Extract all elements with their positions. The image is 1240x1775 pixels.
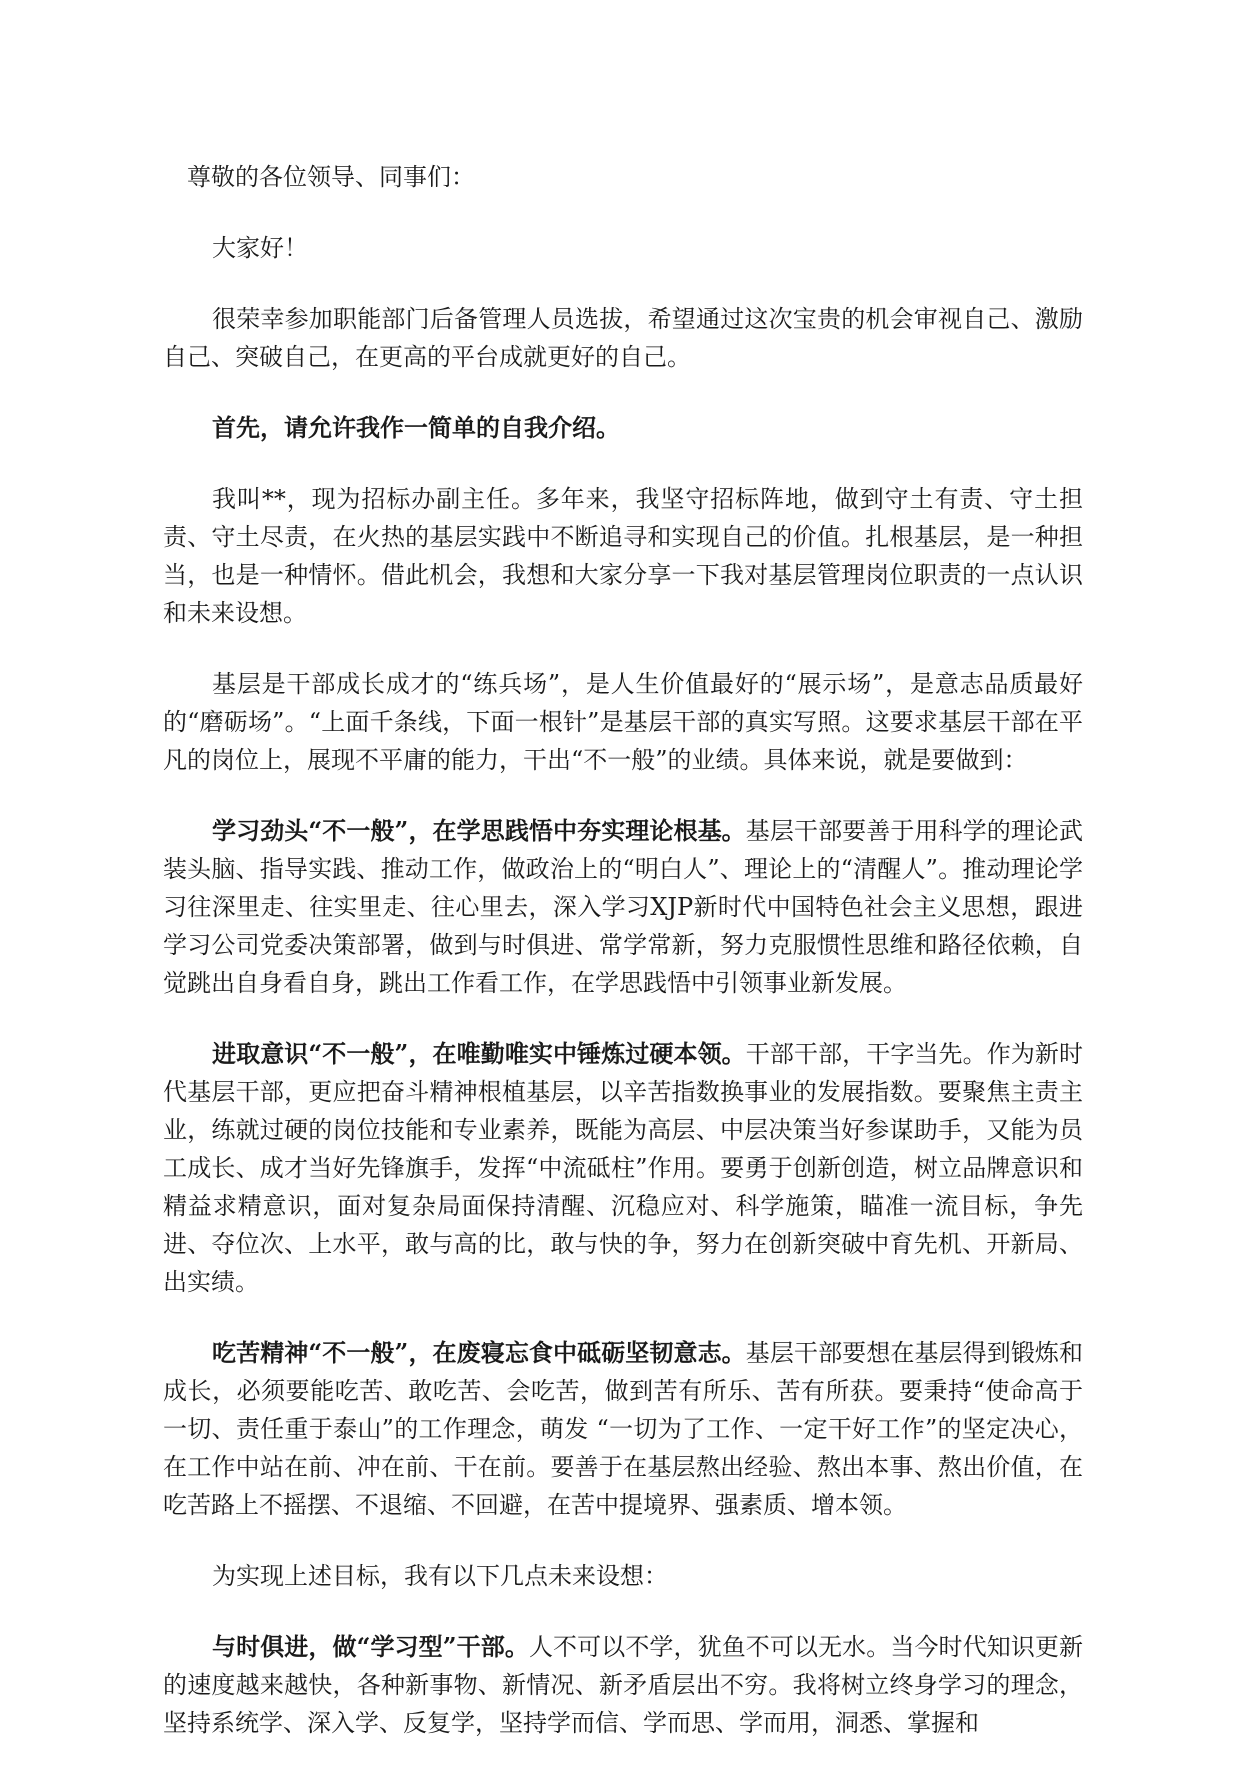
paragraph-hardship (163, 1334, 1083, 1524)
paragraph-self-intro: 我叫**，现为招标办副主任。多年来，我坚守招标阵地，做到守土有责、守土担责、守土尽责，在火热的基层实践中不断追寻和实现自己的价值。扎根基层，是一种担当，也是一种情怀。借此机会，我想和大家分享一下我对基层管理岗位职责的一点认识和未来设想。 (163, 485, 1083, 627)
paragraph-study (163, 812, 1083, 1002)
paragraph-enterprise-lead: 进取意识“不一般”，在唯勤唯实中锤炼过硬本领。 (212, 1039, 746, 1068)
paragraph-hardship-body: 基层干部要想在基层得到锻炼和成长，必须要能吃苦、敢吃苦、会吃苦，做到苦有所乐、苦有所获。要秉持“使命高于一切、责任重于泰山”的工作理念，萌发 “一切为了工作、一定干好工作”的坚定决心，在工作中站在前、冲在前、干在前。要善于在基层熬出经验、熬出本事、熬出价值，在吃苦路上不摇摆、不退缩、不回避，在苦中提境界、强素质、增本领。 (163, 1339, 1084, 1519)
paragraph-study-body: 基层干部要善于用科学的理论武装头脑、指导实践、推动工作，做政治上的“明白人”、理论上的“清醒人”。推动理论学习往深里走、往实里走、往心里去，深入学习XJP新时代中国特色社会主义思想，跟进学习公司党委决策部署，做到与时俱进、常学常新，努力克服惯性思维和路径依赖，自觉跳出自身看自身，跳出工作看工作，在学思践悟中引领事业新发展。 (163, 817, 1084, 997)
paragraph-grassroots: 基层是干部成长成才的“练兵场”，是人生价值最好的“展示场”，是意志品质最好的“磨砺场”。“上面千条线，下面一根针”是基层干部的真实写照。这要求基层干部在平凡的岗位上，展现不平庸的能力，干出“不一般”的业绩。具体来说，就是要做到： (163, 670, 1083, 774)
document-body (163, 158, 1083, 1775)
paragraph-enterprise-body: 干部干部，干字当先。作为新时代基层干部，更应把奋斗精神根植基层，以辛苦指数换事业的发展指数。要聚焦主责主业，练就过硬的岗位技能和专业素养，既能为高层、中层决策当好参谋助手，又能为员工成长、成才当好先锋旗手，发挥“中流砥柱”作用。要勇于创新创造，树立品牌意识和精益求精意识，面对复杂局面保持清醒、沉稳应对、科学施策，瞄准一流目标，争先进、夺位次、上水平，敢与高的比，敢与快的争，努力在创新突破中育先机、开新局、出实绩。 (163, 1040, 1084, 1296)
salutation: 尊敬的各位领导、同事们： (187, 163, 475, 191)
greeting: 大家好！ (212, 234, 308, 262)
paragraph-study-lead: 学习劲头“不一般”，在学思践悟中夯实理论根基。 (212, 816, 746, 845)
paragraph-learning-lead: 与时俱进，做“学习型”干部。 (212, 1632, 529, 1661)
paragraph-learning (163, 1628, 1083, 1742)
paragraph-plans-intro: 为实现上述目标，我有以下几点未来设想： (212, 1562, 668, 1590)
paragraph-learning-body: 人不可以不学，犹鱼不可以无水。当今时代知识更新的速度越来越快，各种新事物、新情况、新矛盾层出不穷。我将树立终身学习的理念，坚持系统学、深入学、反复学，坚持学而信、学而思、学而用，洞悉、掌握和 (163, 1633, 1084, 1737)
section-heading-self-intro: 首先，请允许我作一简单的自我介绍。 (212, 413, 620, 442)
paragraph-hardship-lead: 吃苦精神“不一般”，在废寝忘食中砥砺坚韧意志。 (212, 1338, 746, 1367)
paragraph-intro: 很荣幸参加职能部门后备管理人员选拔，希望通过这次宝贵的机会审视自己、激励自己、突破自己，在更高的平台成就更好的自己。 (163, 305, 1083, 371)
paragraph-enterprise (163, 1035, 1083, 1301)
